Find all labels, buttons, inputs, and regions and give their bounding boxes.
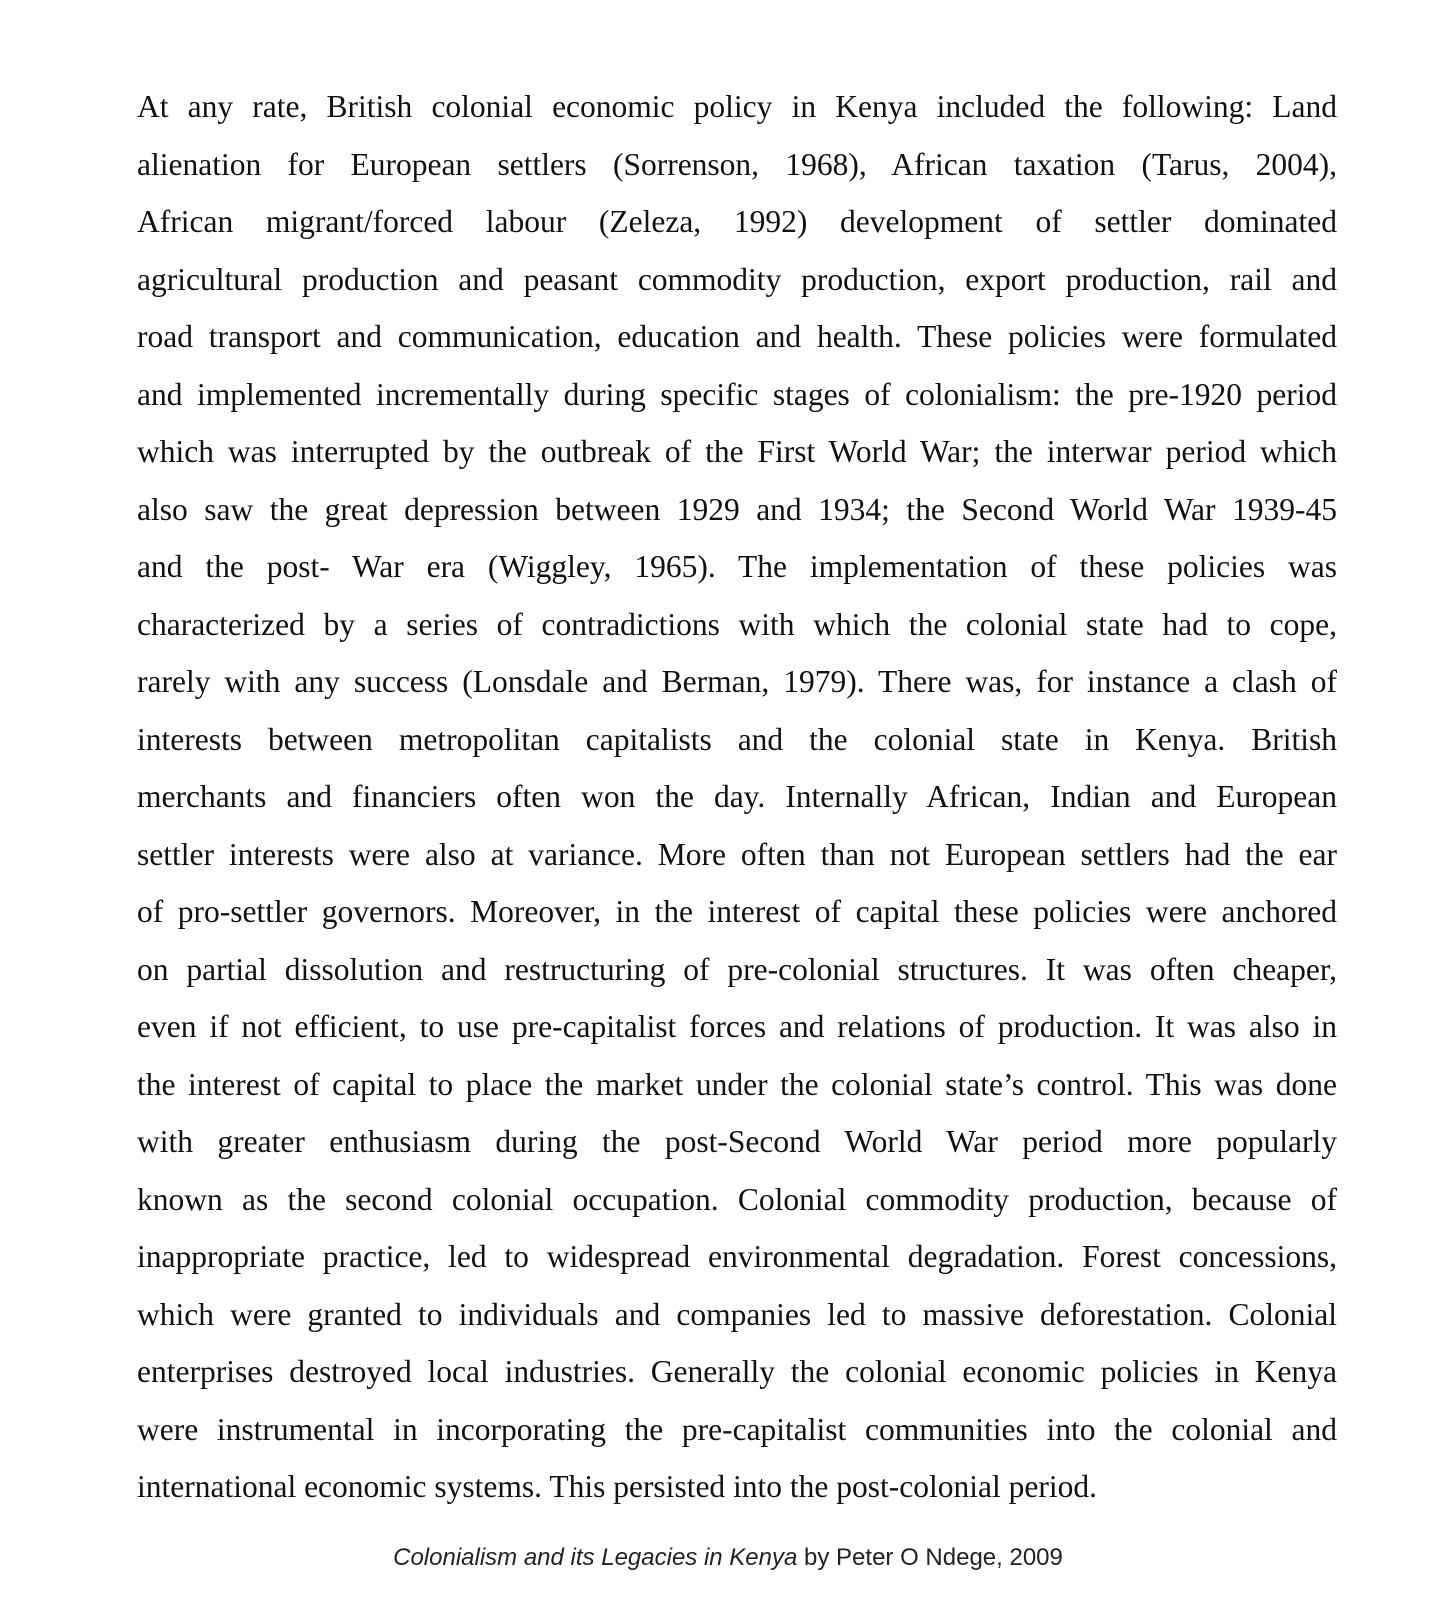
excerpt-line: also saw the great depression between 1929 and 1934; the Second World War 1939-45 (137, 491, 1337, 527)
excerpt-line: settler interests were also at variance. More often than not European settlers had the ear (137, 836, 1337, 872)
excerpt-line: were instrumental in incorporating the pre-capitalist communities into the colonial and (137, 1411, 1337, 1447)
excerpt-line: the interest of capital to place the market under the colonial state’s control. This was done (137, 1066, 1337, 1102)
excerpt-line: of pro-settler governors. Moreover, in the interest of capital these policies were anchored (137, 894, 1337, 929)
excerpt-line: agricultural production and peasant commodity production, export production, rail and (137, 261, 1337, 297)
source-caption (0, 1544, 1456, 1572)
excerpt-line: which was interrupted by the outbreak of the First World War; the interwar period which (137, 434, 1337, 469)
excerpt-paragraph (137, 78, 1337, 1516)
excerpt-line: even if not efficient, to use pre-capitalist forces and relations of production. It was also in (137, 1009, 1337, 1044)
caption-byline: by Peter O Ndege, 2009 (797, 1544, 1063, 1571)
excerpt-line: rarely with any success (Lonsdale and Berman, 1979). There was, for instance a clash of (137, 664, 1337, 699)
excerpt-line: known as the second colonial occupation. Colonial commodity production, because of (137, 1181, 1337, 1217)
excerpt-line: and the post- War era (Wiggley, 1965). The implementation of these policies was (137, 549, 1337, 584)
excerpt-line: with greater enthusiasm during the post-Second World War period more popularly (137, 1124, 1337, 1159)
excerpt-line: African migrant/forced labour (Zeleza, 1992) development of settler dominated (137, 204, 1337, 239)
caption-book-title: Colonialism and its Legacies in Kenya (393, 1544, 798, 1571)
excerpt-line: on partial dissolution and restructuring of pre-colonial structures. It was often cheaper, (137, 951, 1337, 987)
excerpt-line: alienation for European settlers (Sorrenson, 1968), African taxation (Tarus, 2004), (137, 146, 1337, 182)
excerpt-line: characterized by a series of contradictions with which the colonial state had to cope, (137, 606, 1337, 642)
excerpt-line: merchants and financiers often won the day. Internally African, Indian and European (137, 779, 1337, 814)
excerpt-line: At any rate, British colonial economic policy in Kenya included the following: Land (137, 89, 1337, 124)
excerpt-line: which were granted to individuals and companies led to massive deforestation. Colonial (137, 1296, 1337, 1332)
excerpt-line: inappropriate practice, led to widespread environmental degradation. Forest concessions, (137, 1239, 1337, 1274)
excerpt-line: enterprises destroyed local industries. Generally the colonial economic policies in Kenya (137, 1354, 1337, 1389)
excerpt-line: and implemented incrementally during specific stages of colonialism: the pre-1920 period (137, 376, 1337, 412)
excerpt-line: international economic systems. This persisted into the post-colonial period. (137, 1469, 1097, 1504)
excerpt-line: road transport and communication, education and health. These policies were formulated (137, 319, 1337, 354)
excerpt-line: interests between metropolitan capitalists and the colonial state in Kenya. British (137, 721, 1337, 757)
